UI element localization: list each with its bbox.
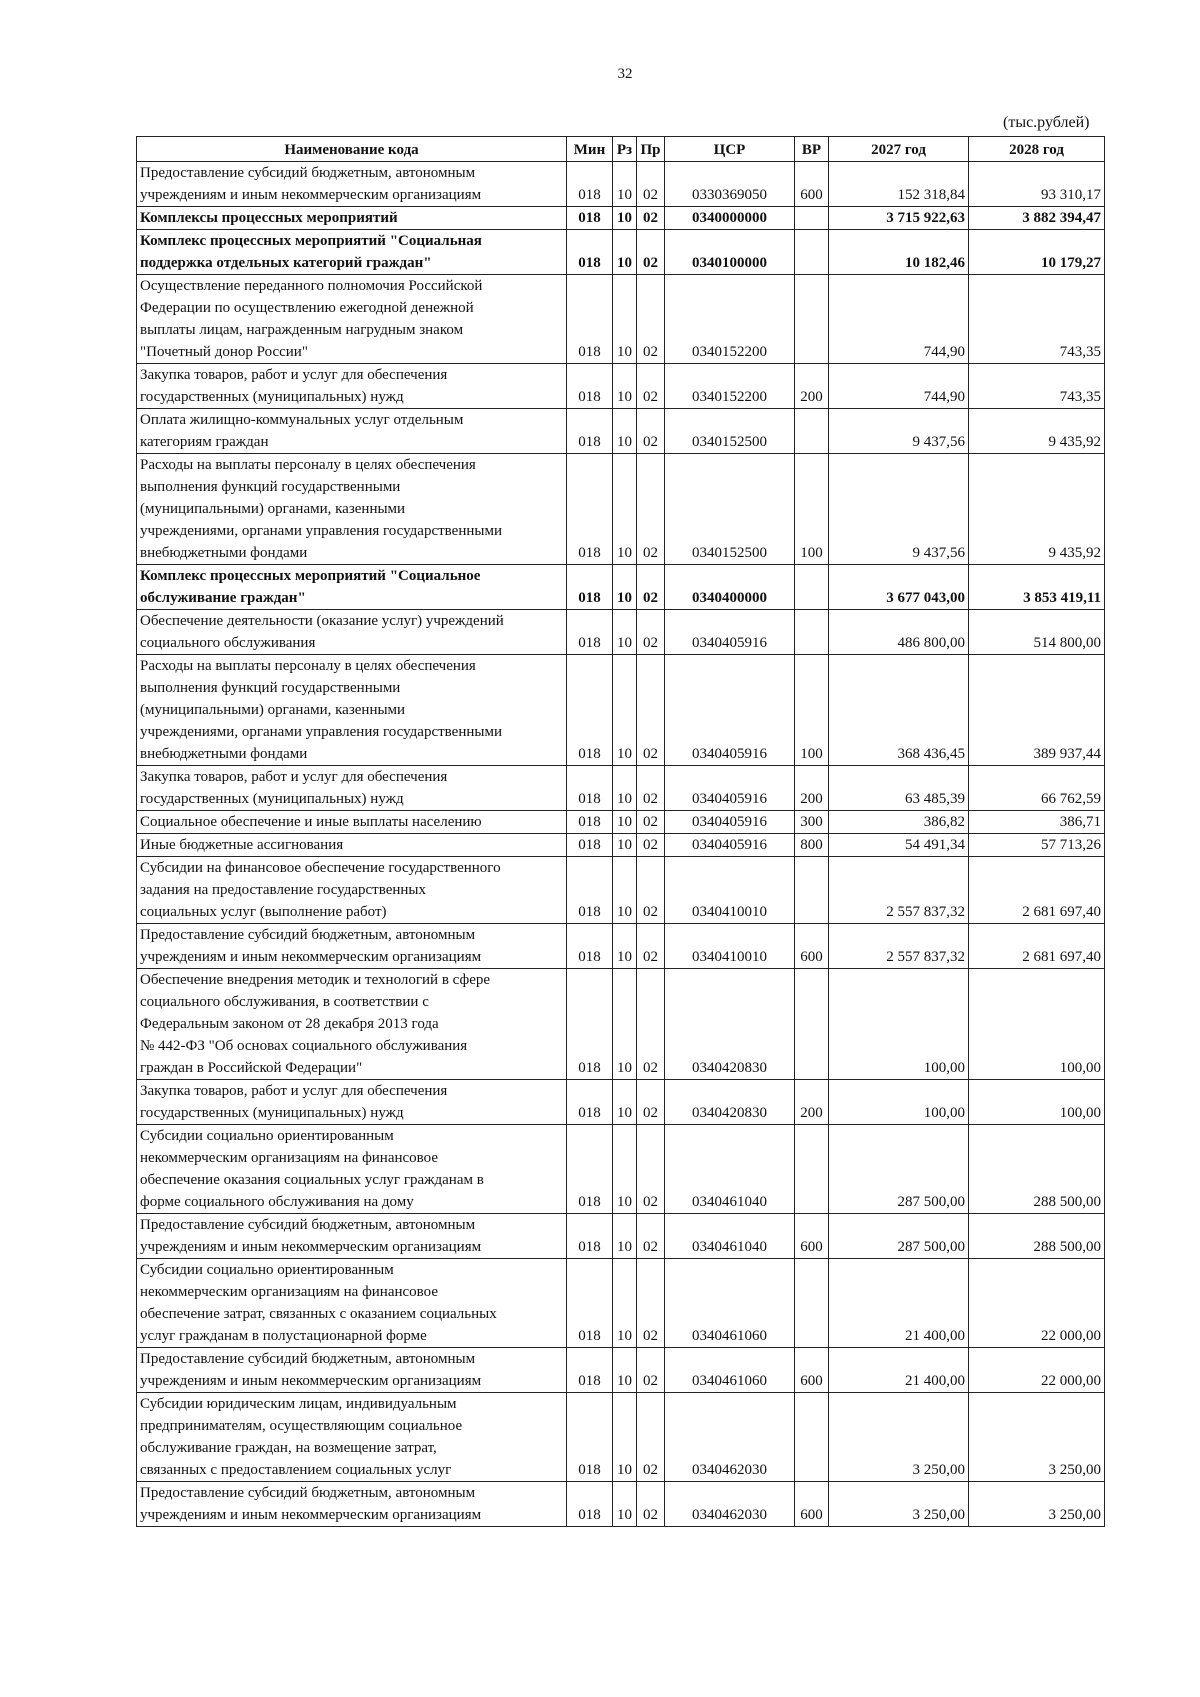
row-vr (795, 207, 829, 230)
row-name-line: обеспечение оказания социальных услуг гражданам в (140, 1172, 484, 1188)
row-rz: 10 (613, 409, 637, 454)
row-vr: 600 (795, 1214, 829, 1259)
header-name: Наименование кода (137, 137, 567, 162)
row-pr: 02 (637, 766, 665, 811)
row-name (137, 565, 567, 610)
row-2027: 21 400,00 (829, 1348, 969, 1393)
header-vr: ВР (795, 137, 829, 162)
row-rz: 10 (613, 969, 637, 1080)
row-name (137, 924, 567, 969)
row-pr: 02 (637, 834, 665, 857)
header-min: Мин (567, 137, 613, 162)
row-name (137, 409, 567, 454)
row-min: 018 (567, 834, 613, 857)
table-row (137, 834, 1105, 857)
row-rz: 10 (613, 811, 637, 834)
row-min: 018 (567, 162, 613, 207)
table-row (137, 275, 1105, 364)
row-vr: 200 (795, 364, 829, 409)
row-name-line: Субсидии социально ориентированным (140, 1128, 394, 1144)
row-2028: 743,35 (969, 364, 1105, 409)
row-min: 018 (567, 811, 613, 834)
row-pr: 02 (637, 1393, 665, 1482)
row-pr: 02 (637, 275, 665, 364)
row-2028: 514 800,00 (969, 610, 1105, 655)
row-min: 018 (567, 766, 613, 811)
row-2028: 100,00 (969, 1080, 1105, 1125)
row-csr: 0340410010 (665, 857, 795, 924)
row-name-line: Расходы на выплаты персоналу в целях обеспечения (140, 457, 476, 473)
row-csr: 0340420830 (665, 969, 795, 1080)
row-name-line: внебюджетными фондами (140, 545, 308, 561)
row-2028: 22 000,00 (969, 1348, 1105, 1393)
row-name-line: учреждениями, органами управления государственными (140, 523, 502, 539)
row-name (137, 969, 567, 1080)
row-2028: 9 435,92 (969, 454, 1105, 565)
row-vr: 600 (795, 1482, 829, 1527)
row-name (137, 1393, 567, 1482)
row-pr: 02 (637, 857, 665, 924)
row-name-line: Субсидии юридическим лицам, индивидуальным (140, 1396, 457, 1412)
budget-table (136, 136, 1105, 1527)
row-name-line: Расходы на выплаты персоналу в целях обеспечения (140, 658, 476, 674)
row-name-line: Закупка товаров, работ и услуг для обеспечения (140, 367, 448, 383)
row-pr: 02 (637, 230, 665, 275)
row-min: 018 (567, 207, 613, 230)
row-name-line: (муниципальными) органами, казенными (140, 702, 406, 718)
row-rz: 10 (613, 1393, 637, 1482)
row-csr: 0340405916 (665, 811, 795, 834)
row-2027: 486 800,00 (829, 610, 969, 655)
row-min: 018 (567, 409, 613, 454)
row-name (137, 1259, 567, 1348)
row-2027: 21 400,00 (829, 1259, 969, 1348)
row-csr: 0340405916 (665, 610, 795, 655)
units-label: (тыс.рублей) (1003, 114, 1090, 131)
header-csr: ЦСР (665, 137, 795, 162)
row-pr: 02 (637, 565, 665, 610)
row-pr: 02 (637, 162, 665, 207)
row-name-line: выплаты лицам, награжденным нагрудным знаком (140, 322, 464, 338)
row-vr (795, 610, 829, 655)
row-vr (795, 857, 829, 924)
row-name-line: Иные бюджетные ассигнования (140, 837, 344, 853)
row-2028: 3 250,00 (969, 1393, 1105, 1482)
row-name-line: Комплексы процессных мероприятий (140, 210, 398, 226)
header-2027: 2027 год (829, 137, 969, 162)
row-name-line: форме социального обслуживания на дому (140, 1194, 414, 1210)
row-2027: 2 557 837,32 (829, 924, 969, 969)
row-min: 018 (567, 969, 613, 1080)
page-number: 32 (617, 66, 633, 82)
row-name (137, 1214, 567, 1259)
row-vr (795, 969, 829, 1080)
row-min: 018 (567, 1482, 613, 1527)
row-pr: 02 (637, 364, 665, 409)
row-rz: 10 (613, 364, 637, 409)
row-name-line: учреждениям и иным некоммерческим организациям (140, 949, 482, 965)
row-2028: 2 681 697,40 (969, 857, 1105, 924)
row-2028: 93 310,17 (969, 162, 1105, 207)
row-name-line: Закупка товаров, работ и услуг для обеспечения (140, 769, 448, 785)
row-2027: 100,00 (829, 969, 969, 1080)
row-name-line: некоммерческим организациям на финансовое (140, 1150, 439, 1166)
row-pr: 02 (637, 610, 665, 655)
row-vr: 300 (795, 811, 829, 834)
row-rz: 10 (613, 924, 637, 969)
row-rz: 10 (613, 454, 637, 565)
row-2028: 57 713,26 (969, 834, 1105, 857)
table-body (137, 162, 1105, 1527)
table-row (137, 811, 1105, 834)
table-row (137, 1348, 1105, 1393)
table-row (137, 162, 1105, 207)
row-name-line: государственных (муниципальных) нужд (140, 1105, 404, 1121)
row-min: 018 (567, 857, 613, 924)
row-name (137, 275, 567, 364)
row-rz: 10 (613, 565, 637, 610)
row-name-line: социального обслуживания (140, 635, 316, 651)
row-2028: 288 500,00 (969, 1125, 1105, 1214)
row-name-line: "Почетный донор России" (140, 344, 308, 360)
row-rz: 10 (613, 162, 637, 207)
row-name (137, 1482, 567, 1527)
row-name (137, 1348, 567, 1393)
row-csr: 0340000000 (665, 207, 795, 230)
row-2028: 288 500,00 (969, 1214, 1105, 1259)
table-row (137, 1259, 1105, 1348)
row-pr: 02 (637, 454, 665, 565)
table-row (137, 364, 1105, 409)
table-row (137, 766, 1105, 811)
row-min: 018 (567, 1214, 613, 1259)
row-name-line: Предоставление субсидий бюджетным, автономным (140, 1485, 476, 1501)
row-name-line: учреждениям и иным некоммерческим организациям (140, 187, 482, 203)
row-2027: 2 557 837,32 (829, 857, 969, 924)
row-pr: 02 (637, 1482, 665, 1527)
row-min: 018 (567, 364, 613, 409)
row-name (137, 454, 567, 565)
row-name-line: социальных услуг (выполнение работ) (140, 904, 387, 920)
table-row (137, 969, 1105, 1080)
row-rz: 10 (613, 275, 637, 364)
row-name (137, 811, 567, 834)
table-row (137, 1482, 1105, 1527)
table-row (137, 207, 1105, 230)
row-pr: 02 (637, 409, 665, 454)
row-pr: 02 (637, 1080, 665, 1125)
row-vr (795, 275, 829, 364)
row-2028: 2 681 697,40 (969, 924, 1105, 969)
row-2028: 3 853 419,11 (969, 565, 1105, 610)
row-rz: 10 (613, 610, 637, 655)
row-csr: 0340462030 (665, 1482, 795, 1527)
row-2028: 100,00 (969, 969, 1105, 1080)
row-vr: 200 (795, 766, 829, 811)
row-csr: 0340420830 (665, 1080, 795, 1125)
row-2027: 100,00 (829, 1080, 969, 1125)
row-2028: 10 179,27 (969, 230, 1105, 275)
row-name-line: обслуживание граждан, на возмещение затрат, (140, 1440, 437, 1456)
table-row (137, 924, 1105, 969)
table-row (137, 409, 1105, 454)
row-rz: 10 (613, 1080, 637, 1125)
header-pr: Пр (637, 137, 665, 162)
row-2027: 3 677 043,00 (829, 565, 969, 610)
row-name-line: задания на предоставление государственных (140, 882, 427, 898)
row-2028: 9 435,92 (969, 409, 1105, 454)
row-csr: 0340461040 (665, 1125, 795, 1214)
row-pr: 02 (637, 969, 665, 1080)
row-name-line: Социальное обеспечение и иные выплаты населению (140, 814, 482, 830)
row-name-line: Федеральным законом от 28 декабря 2013 года (140, 1016, 439, 1032)
row-2028: 743,35 (969, 275, 1105, 364)
row-name-line: учреждениям и иным некоммерческим организациям (140, 1239, 482, 1255)
row-csr: 0340152500 (665, 454, 795, 565)
row-2027: 152 318,84 (829, 162, 969, 207)
row-name-line: граждан в Российской Федерации" (140, 1060, 363, 1076)
row-pr: 02 (637, 655, 665, 766)
row-name-line: Федерации по осуществлению ежегодной денежной (140, 300, 474, 316)
row-min: 018 (567, 655, 613, 766)
row-name (137, 834, 567, 857)
row-csr: 0330369050 (665, 162, 795, 207)
row-name-line: Закупка товаров, работ и услуг для обеспечения (140, 1083, 448, 1099)
row-name (137, 610, 567, 655)
row-name-line: социального обслуживания, в соответствии с (140, 994, 429, 1010)
row-rz: 10 (613, 1125, 637, 1214)
row-pr: 02 (637, 1348, 665, 1393)
row-min: 018 (567, 1080, 613, 1125)
row-name (137, 1080, 567, 1125)
row-csr: 0340410010 (665, 924, 795, 969)
row-name-line: Комплекс процессных мероприятий "Социальное (140, 568, 481, 584)
row-vr: 600 (795, 924, 829, 969)
row-vr: 100 (795, 454, 829, 565)
row-2027: 63 485,39 (829, 766, 969, 811)
table-row (137, 1393, 1105, 1482)
row-2027: 3 250,00 (829, 1393, 969, 1482)
table-row (137, 1125, 1105, 1214)
row-min: 018 (567, 1393, 613, 1482)
row-rz: 10 (613, 1259, 637, 1348)
row-2027: 287 500,00 (829, 1125, 969, 1214)
row-name-line: Осуществление переданного полномочия Российской (140, 278, 483, 294)
row-vr (795, 565, 829, 610)
row-csr: 0340461060 (665, 1348, 795, 1393)
row-name-line: услуг гражданам в полустационарной форме (140, 1328, 427, 1344)
row-rz: 10 (613, 207, 637, 230)
row-min: 018 (567, 275, 613, 364)
row-2027: 3 715 922,63 (829, 207, 969, 230)
row-2027: 386,82 (829, 811, 969, 834)
row-rz: 10 (613, 1482, 637, 1527)
row-name (137, 162, 567, 207)
row-vr (795, 1259, 829, 1348)
row-name-line: выполнения функций государственными (140, 479, 401, 495)
row-name (137, 857, 567, 924)
row-name-line: категориям граждан (140, 434, 269, 450)
row-vr: 600 (795, 1348, 829, 1393)
row-name-line: учреждениям и иным некоммерческим организациям (140, 1507, 482, 1523)
row-vr (795, 1393, 829, 1482)
row-name (137, 655, 567, 766)
row-csr: 0340405916 (665, 834, 795, 857)
row-csr: 0340405916 (665, 655, 795, 766)
row-name-line: связанных с предоставлением социальных услуг (140, 1462, 452, 1478)
row-name-line: Предоставление субсидий бюджетным, автономным (140, 165, 476, 181)
row-name-line: учреждениями, органами управления государственными (140, 724, 502, 740)
row-min: 018 (567, 1348, 613, 1393)
row-min: 018 (567, 454, 613, 565)
row-name-line: (муниципальными) органами, казенными (140, 501, 406, 517)
row-name-line: № 442-ФЗ "Об основах социального обслуживания (140, 1038, 468, 1054)
row-name-line: Обеспечение внедрения методик и технологий в сфере (140, 972, 491, 988)
row-pr: 02 (637, 924, 665, 969)
row-pr: 02 (637, 1214, 665, 1259)
row-name-line: государственных (муниципальных) нужд (140, 791, 404, 807)
row-name (137, 364, 567, 409)
header-2028: 2028 год (969, 137, 1105, 162)
row-rz: 10 (613, 857, 637, 924)
row-2027: 368 436,45 (829, 655, 969, 766)
row-min: 018 (567, 610, 613, 655)
row-2027: 3 250,00 (829, 1482, 969, 1527)
row-2027: 10 182,46 (829, 230, 969, 275)
row-min: 018 (567, 924, 613, 969)
row-name-line: поддержка отдельных категорий граждан" (140, 255, 432, 271)
row-name-line: Предоставление субсидий бюджетным, автономным (140, 1217, 476, 1233)
row-name-line: обеспечение затрат, связанных с оказанием социальных (140, 1306, 497, 1322)
row-name-line: Оплата жилищно-коммунальных услуг отдельным (140, 412, 464, 428)
row-2027: 287 500,00 (829, 1214, 969, 1259)
row-name-line: обслуживание граждан" (140, 590, 306, 606)
table-row (137, 565, 1105, 610)
row-name (137, 1125, 567, 1214)
table-header-row (137, 137, 1105, 162)
row-csr: 0340152500 (665, 409, 795, 454)
row-name (137, 230, 567, 275)
row-csr: 0340100000 (665, 230, 795, 275)
row-csr: 0340461060 (665, 1259, 795, 1348)
row-name-line: выполнения функций государственными (140, 680, 401, 696)
row-name-line: некоммерческим организациям на финансовое (140, 1284, 439, 1300)
row-2027: 9 437,56 (829, 409, 969, 454)
row-name-line: Субсидии социально ориентированным (140, 1262, 394, 1278)
row-vr (795, 1125, 829, 1214)
row-name-line: Комплекс процессных мероприятий "Социальная (140, 233, 482, 249)
row-min: 018 (567, 230, 613, 275)
row-name-line: Обеспечение деятельности (оказание услуг) учреждений (140, 613, 504, 629)
row-csr: 0340152200 (665, 275, 795, 364)
row-2028: 22 000,00 (969, 1259, 1105, 1348)
row-rz: 10 (613, 230, 637, 275)
row-vr: 600 (795, 162, 829, 207)
row-csr: 0340462030 (665, 1393, 795, 1482)
row-2028: 386,71 (969, 811, 1105, 834)
row-2027: 54 491,34 (829, 834, 969, 857)
header-rz: Рз (613, 137, 637, 162)
row-name-line: предпринимателям, осуществляющим социальное (140, 1418, 463, 1434)
row-2028: 3 250,00 (969, 1482, 1105, 1527)
row-2028: 389 937,44 (969, 655, 1105, 766)
row-rz: 10 (613, 1214, 637, 1259)
row-csr: 0340152200 (665, 364, 795, 409)
table-row (137, 857, 1105, 924)
table-row (137, 610, 1105, 655)
row-name-line: Предоставление субсидий бюджетным, автономным (140, 927, 476, 943)
row-name (137, 766, 567, 811)
row-csr: 0340400000 (665, 565, 795, 610)
row-2028: 3 882 394,47 (969, 207, 1105, 230)
row-name-line: учреждениям и иным некоммерческим организациям (140, 1373, 482, 1389)
row-name-line: государственных (муниципальных) нужд (140, 389, 404, 405)
row-min: 018 (567, 1125, 613, 1214)
row-pr: 02 (637, 207, 665, 230)
row-csr: 0340405916 (665, 766, 795, 811)
row-2028: 66 762,59 (969, 766, 1105, 811)
row-name-line: внебюджетными фондами (140, 746, 308, 762)
table-row (137, 230, 1105, 275)
row-rz: 10 (613, 655, 637, 766)
row-vr (795, 409, 829, 454)
row-name-line: Предоставление субсидий бюджетным, автономным (140, 1351, 476, 1367)
row-vr (795, 230, 829, 275)
row-pr: 02 (637, 1125, 665, 1214)
table-row (137, 1214, 1105, 1259)
row-rz: 10 (613, 1348, 637, 1393)
row-vr: 800 (795, 834, 829, 857)
row-pr: 02 (637, 1259, 665, 1348)
row-rz: 10 (613, 834, 637, 857)
table-row (137, 655, 1105, 766)
row-csr: 0340461040 (665, 1214, 795, 1259)
row-min: 018 (567, 1259, 613, 1348)
row-vr: 100 (795, 655, 829, 766)
row-name-line: Субсидии на финансовое обеспечение государственного (140, 860, 501, 876)
row-2027: 744,90 (829, 275, 969, 364)
row-rz: 10 (613, 766, 637, 811)
row-pr: 02 (637, 811, 665, 834)
row-name (137, 207, 567, 230)
row-min: 018 (567, 565, 613, 610)
table-row (137, 1080, 1105, 1125)
table-row (137, 454, 1105, 565)
row-vr: 200 (795, 1080, 829, 1125)
row-2027: 9 437,56 (829, 454, 969, 565)
row-2027: 744,90 (829, 364, 969, 409)
